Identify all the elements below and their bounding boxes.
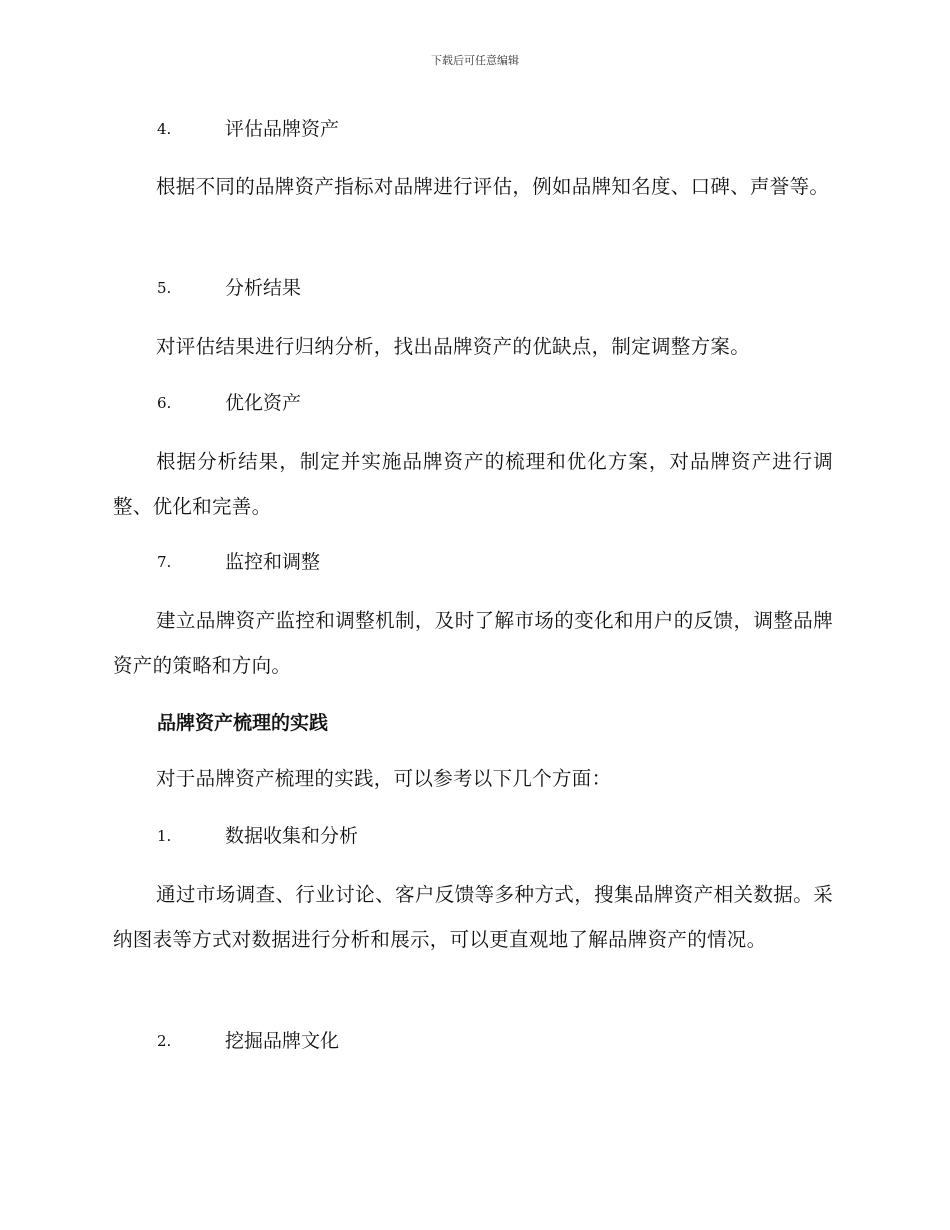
paragraph: 对评估结果进行归纳分析，找出品牌资产的优缺点，制定调整方案。 (156, 335, 751, 358)
heading-title: 优化资产 (225, 392, 302, 414)
heading-number: 6. (157, 394, 172, 412)
heading-title: 分析结果 (225, 277, 302, 299)
heading-number: 4. (157, 120, 172, 138)
heading-number: 5. (157, 279, 172, 297)
heading-title: 监控和调整 (225, 551, 321, 573)
paragraph: 根据分析结果，制定并实施品牌资产的梳理和优化方案，对品牌资产进行调整、优化和完善。 (113, 450, 833, 518)
paragraph: 根据不同的品牌资产指标对品牌进行评估，例如品牌知名度、口碑、声誉等。 (156, 175, 830, 198)
paragraph: 通过市场调查、行业讨论、客户反馈等多种方式，搜集品牌资产相关数据。采纳图表等方式对数据进行分析和展示，可以更直观地了解品牌资产的情况。 (113, 883, 833, 951)
heading-number: 7. (157, 553, 172, 571)
heading-number: 1. (157, 827, 172, 845)
paragraph: 建立品牌资产监控和调整机制，及时了解市场的变化和用户的反馈，调整品牌资产的策略和方向。 (113, 609, 833, 677)
paragraph: 对于品牌资产梳理的实践，可以参考以下几个方面： (156, 767, 612, 790)
heading-title: 挖掘品牌文化 (225, 1030, 340, 1052)
heading-title: 数据收集和分析 (225, 825, 359, 847)
page-header-note: 下载后可任意编辑 (431, 54, 519, 67)
heading-number: 2. (157, 1032, 172, 1050)
heading-title: 评估品牌资产 (225, 118, 340, 140)
section-heading: 品牌资产梳理的实践 (157, 712, 329, 734)
